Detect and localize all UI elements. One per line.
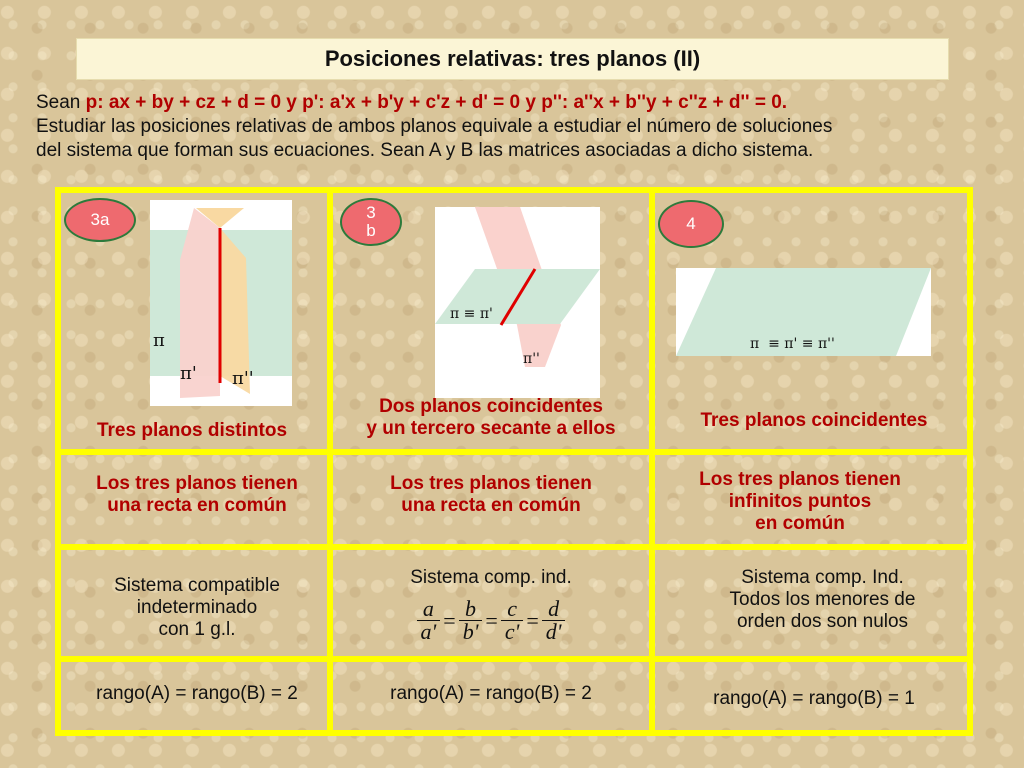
row-divider — [55, 449, 973, 455]
case-badge-4: 4 — [658, 200, 724, 248]
label-pi-equiv-all: π ≡ π' ≡ π'' — [750, 336, 835, 352]
column-divider — [649, 187, 655, 736]
fraction-den: a' — [420, 619, 437, 644]
fraction-num: a — [417, 598, 441, 621]
equals-sign: = — [443, 607, 456, 633]
case-badge-3a: 3a — [64, 198, 136, 242]
common-text: una recta en común — [107, 495, 287, 516]
label-pi-double-prime: π'' — [523, 351, 540, 367]
fraction-num: c — [501, 598, 523, 621]
fraction-d — [542, 598, 566, 643]
system-text: orden dos son nulos — [736, 611, 909, 632]
common-text: Los tres planos tienen — [699, 469, 901, 490]
heading-three-coincident: Tres planos coincidentes — [700, 410, 928, 431]
system-description — [66, 575, 328, 641]
fraction-den: d' — [545, 619, 562, 644]
column-divider — [327, 187, 333, 736]
rank-result: rango(A) = rango(B) = 2 — [390, 683, 592, 704]
slide-title: Posiciones relativas: tres planos (II) — [76, 38, 949, 80]
case-badge-3b: 3 b — [340, 198, 402, 246]
ratio-equality — [333, 598, 649, 643]
label-pi: π — [153, 330, 165, 351]
intro-lead: Sean — [36, 92, 86, 113]
rank-result: rango(A) = rango(B) = 2 — [96, 683, 298, 704]
fraction-b — [459, 598, 483, 643]
equals-sign: = — [526, 607, 539, 633]
fraction-a — [417, 598, 441, 643]
common-text: una recta en común — [401, 495, 581, 516]
common-text: en común — [755, 513, 845, 534]
intro-equations: p: ax + by + cz + d = 0 y p': a'x + b'y + c'z + d' = 0 y p'': a''x + b''y + c''z + d'' = 0. — [85, 92, 788, 113]
system-text: Todos los menores de — [729, 589, 916, 610]
label-pi-prime: π' — [180, 363, 197, 384]
rank-result: rango(A) = rango(B) = 1 — [713, 688, 915, 709]
intro-line-2: Estudiar las posiciones relativas de ambos planos equivale a estudiar el número de soluciones — [36, 116, 833, 137]
intro-text — [36, 91, 1006, 163]
row-divider — [55, 656, 973, 662]
label-pi-double-prime: π'' — [232, 368, 254, 389]
figure-three-distinct-planes — [150, 200, 292, 406]
fraction-den: c' — [504, 619, 520, 644]
heading-two-coincident — [333, 396, 649, 440]
equals-sign: = — [485, 607, 498, 633]
common-text: Los tres planos tienen — [96, 473, 298, 494]
common-text: infinitos puntos — [728, 491, 872, 512]
label-pi-equiv-pi-prime: π ≡ π' — [450, 306, 493, 322]
fraction-num: d — [542, 598, 566, 621]
system-text: Sistema comp. Ind. — [741, 567, 904, 588]
row-divider — [55, 544, 973, 550]
common-text: Los tres planos tienen — [390, 473, 592, 494]
heading-text: Dos planos coincidentes — [379, 396, 603, 417]
common-line-3 — [655, 469, 945, 535]
system-text: Sistema compatible — [114, 575, 280, 596]
system-text: indeterminado — [136, 597, 258, 618]
system-description — [655, 567, 990, 633]
fraction-den: b' — [462, 619, 479, 644]
heading-three-distinct: Tres planos distintos — [96, 420, 288, 441]
common-line-1 — [66, 473, 328, 517]
fraction-c — [501, 598, 523, 643]
common-line-2 — [333, 473, 649, 517]
system-description: Sistema comp. ind. — [410, 567, 572, 588]
system-text: con 1 g.l. — [158, 619, 236, 640]
heading-text: y un tercero secante a ellos — [366, 418, 616, 439]
fraction-num: b — [459, 598, 483, 621]
intro-line-3: del sistema que forman sus ecuaciones. Sean A y B las matrices asociadas a dicho sistema. — [36, 140, 814, 161]
